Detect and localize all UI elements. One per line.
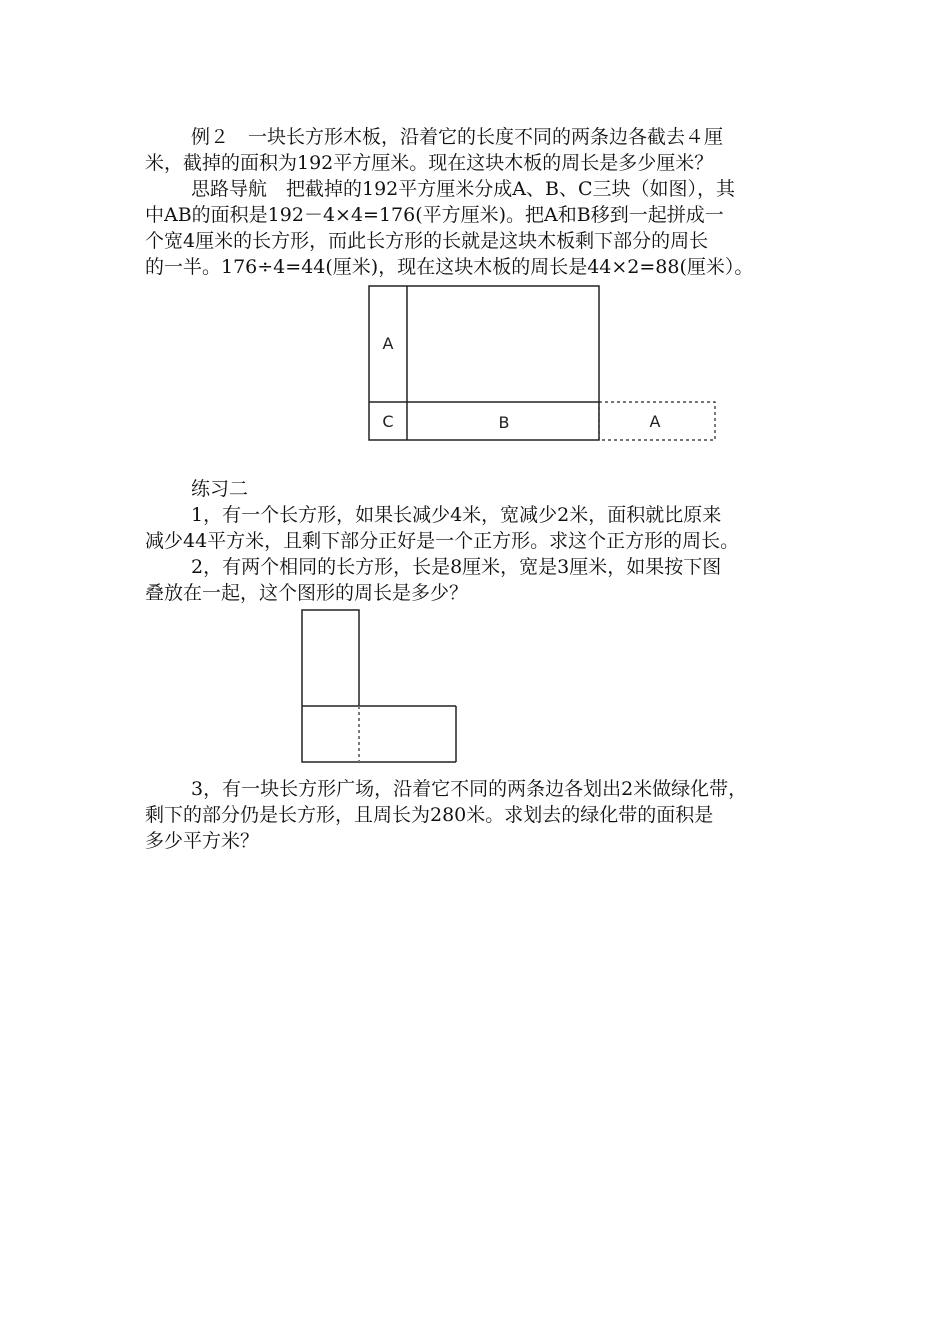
question-1 — [145, 502, 815, 554]
question-2 — [145, 554, 815, 606]
label-c: C — [382, 412, 394, 431]
board-rectangle — [369, 286, 599, 440]
text-line: 1，有一个长方形，如果长减少4米，宽减少2米，面积就比原来 — [191, 504, 722, 526]
text-line: 中AB的面积是192－4×4=176(平方厘米)。把A和B移到一起拼成一 — [145, 204, 724, 226]
exercise-title — [145, 476, 815, 502]
question-3 — [145, 776, 815, 854]
label-a-moved: A — [649, 412, 661, 431]
label-b: B — [498, 413, 510, 432]
figure-l-shape — [295, 604, 465, 766]
text-line: 个宽4厘米的长方形，而此长方形的长就是这块木板剩下部分的周长 — [145, 230, 709, 252]
text-line: 多少平方米？ — [145, 830, 260, 852]
text-line: 剩下的部分仍是长方形，且周长为280米。求划去的绿化带的面积是 — [145, 804, 714, 826]
text-line: 练习二 — [191, 478, 249, 500]
text-line: 减少44平方米，且剩下部分正好是一个正方形。求这个正方形的周长。 — [145, 530, 740, 552]
text-line: 例２ 一块长方形木板，沿着它的长度不同的两条边各截去４厘 — [191, 126, 724, 148]
text-line: 米，截掉的面积为192平方厘米。现在这块木板的周长是多少厘米？ — [145, 152, 714, 174]
label-a: A — [382, 334, 394, 353]
figure-abc-diagram — [360, 280, 730, 450]
text-line: 叠放在一起，这个图形的周长是多少？ — [145, 582, 469, 604]
text-line: 思路导航 把截掉的192平方厘米分成A、B、C三块（如图），其 — [191, 178, 735, 200]
example-2-paragraph — [145, 124, 815, 176]
vertical-rectangle — [302, 610, 359, 762]
hint-paragraph — [145, 176, 815, 280]
text-line: 3，有一块长方形广场，沿着它不同的两条边各划出2米做绿化带， — [191, 778, 748, 800]
text-line: 2，有两个相同的长方形，长是8厘米，宽是3厘米，如果按下图 — [191, 556, 722, 578]
text-line: 的一半。176÷4=44(厘米)，现在这块木板的周长是44×2=88(厘米）。 — [145, 256, 754, 278]
